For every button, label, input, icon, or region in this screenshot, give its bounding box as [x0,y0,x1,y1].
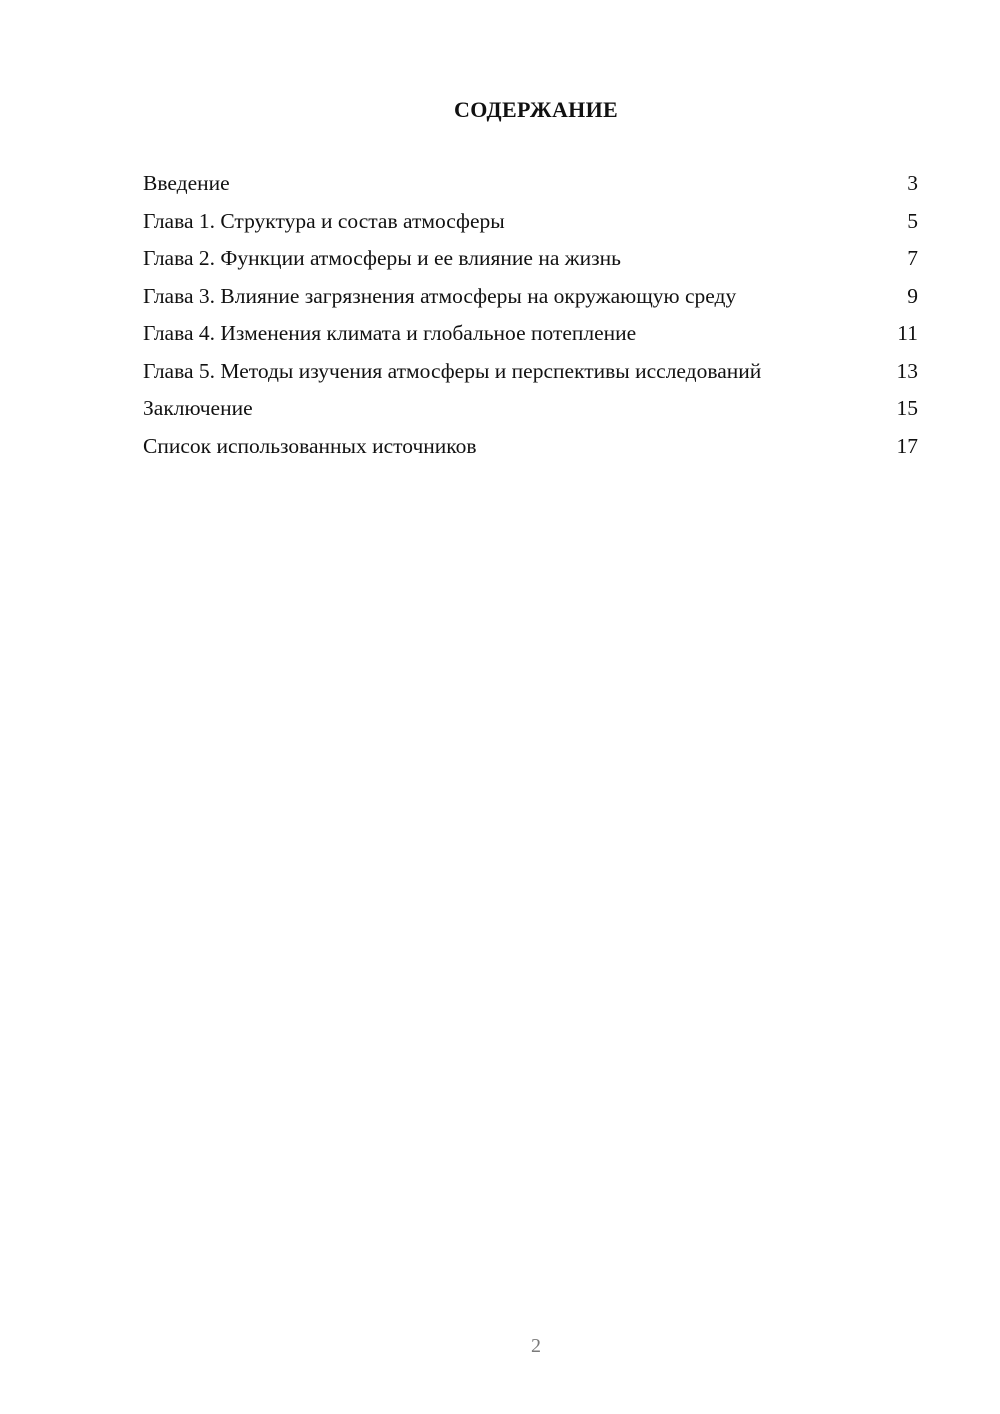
toc-entry-page: 7 [907,246,918,270]
page-number: 2 [531,1335,541,1357]
toc-entry-title: Глава 3. Влияние загрязнения атмосферы на окружающую среду [143,283,737,308]
toc-entry-title: Заключение [143,396,253,420]
toc-entry-chapter-2 [143,245,918,271]
toc-entry-title: Глава 4. Изменения климата и глобальное потепление [143,321,637,345]
toc-entry-chapter-1 [143,208,918,234]
toc-entry-chapter-4 [143,320,918,346]
toc-entry-title: Глава 5. Методы изучения атмосферы и перспективы исследований [143,358,762,383]
toc-entry-title: Введение [143,171,230,195]
toc-entry-title: Глава 1. Структура и состав атмосферы [143,208,505,233]
toc-entry-page: 3 [907,171,918,195]
toc-entry-conclusion [143,395,918,421]
toc-entry-page: 9 [907,283,918,308]
toc-entry-references [143,433,918,459]
toc-entry-page: 5 [907,208,918,233]
toc-entry-chapter-3 [143,283,918,309]
table-of-contents [143,170,918,470]
toc-entry-page: 15 [896,396,918,420]
toc-entry-page: 13 [896,358,918,383]
toc-entry-page: 11 [897,321,918,345]
toc-entry-title: Список использованных источников [143,433,477,458]
toc-entry-page: 17 [896,433,918,458]
toc-entry-title: Глава 2. Функции атмосферы и ее влияние на жизнь [143,246,621,270]
toc-entry-introduction [143,170,918,196]
page-title: СОДЕРЖАНИЕ [454,97,618,122]
toc-entry-chapter-5 [143,358,918,384]
